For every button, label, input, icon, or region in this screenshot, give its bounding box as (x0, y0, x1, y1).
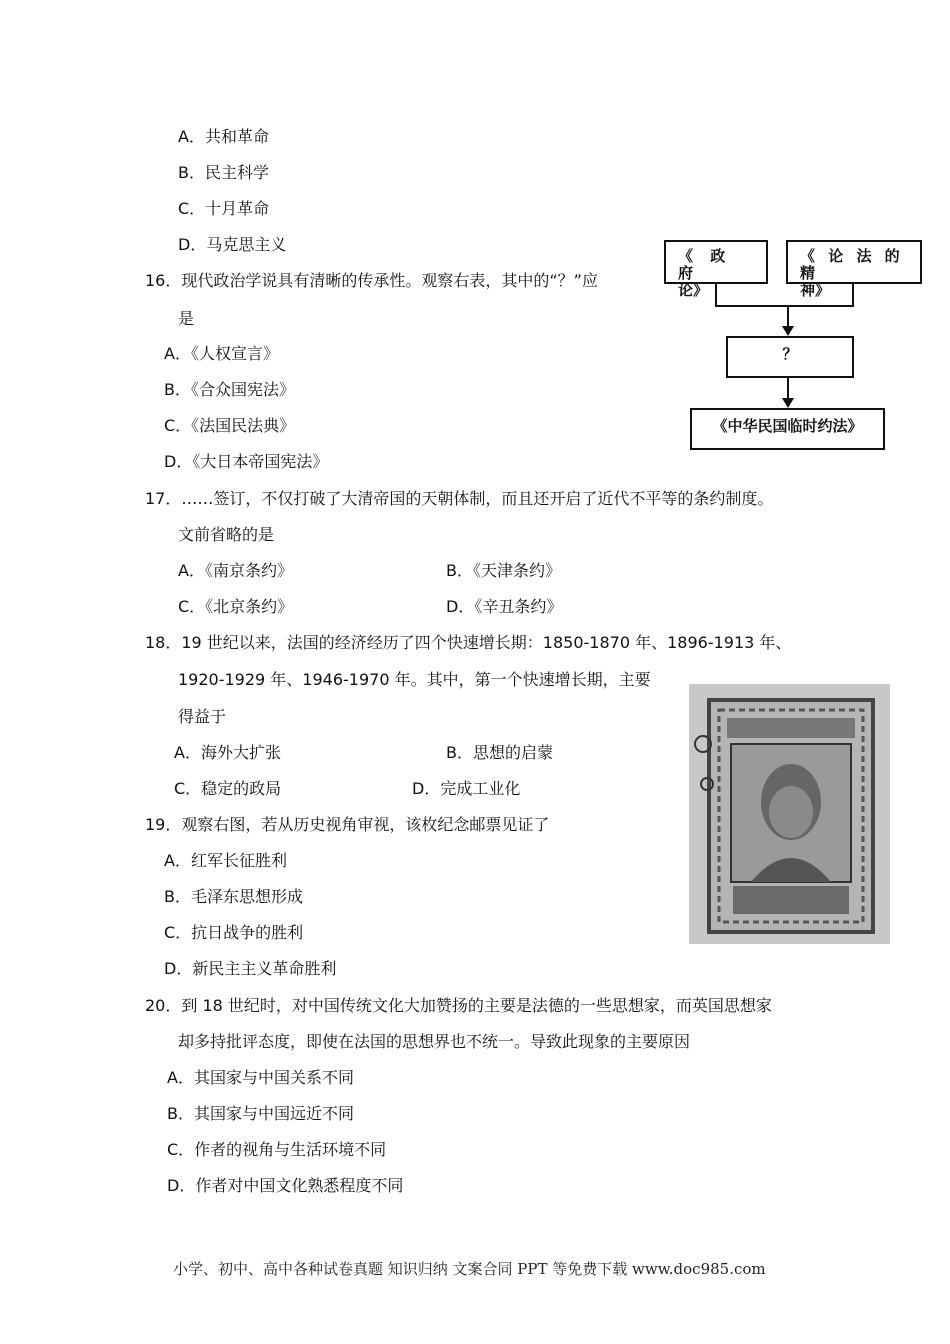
q15-option-b: B．民主科学 (178, 163, 269, 182)
page-footer: 小学、初中、高中各种试卷真题 知识归纳 文案合同 PPT 等免费下载 www.doc985.com (173, 1260, 766, 1278)
q18-option-c: C．稳定的政局 (174, 779, 282, 798)
diagram-box-unknown: ？ (726, 336, 854, 378)
q16-stem-cont: 是 (178, 309, 195, 328)
q19-option-c: C．抗日战争的胜利 (164, 923, 304, 942)
q15-option-d: D．马克思主义 (178, 235, 287, 254)
commemorative-stamp-image (689, 684, 890, 944)
q20-option-b: B．其国家与中国远近不同 (167, 1104, 354, 1123)
q16-option-a: A．《人权宣言》 (164, 344, 279, 363)
q16-option-d: D．《大日本帝国宪法》 (164, 452, 329, 471)
q19-option-d: D．新民主主义革命胜利 (164, 959, 337, 978)
q20-option-c: C．作者的视角与生活环境不同 (167, 1140, 387, 1159)
arrow-down-icon (782, 326, 794, 336)
arrow-down-icon (782, 398, 794, 408)
q18-stem: 18．19 世纪以来，法国的经济经历了四个快速增长期：1850-1870 年、1896-1913 年、 (145, 633, 792, 652)
diagram-box-spirit-line2: 神》 (800, 281, 831, 299)
q17-option-c: C．《北京条约》 (178, 597, 294, 616)
q15-option-c: C．十月革命 (178, 199, 270, 218)
q20-option-a: A．其国家与中国关系不同 (167, 1068, 354, 1087)
q17-stem: 17．……签订，不仅打破了大清帝国的天朝体制，而且还开启了近代不平等的条约制度。 (145, 489, 774, 508)
q15-option-a: A．共和革命 (178, 127, 269, 146)
q17-option-b: B．《天津条约》 (446, 561, 561, 580)
diagram-box-government-line2: 论》 (678, 281, 709, 299)
diagram-connectors (0, 0, 950, 460)
diagram-box-provisional-constitution: 《中华民国临时约法》 (690, 408, 885, 450)
q19-option-b: B．毛泽东思想形成 (164, 887, 303, 906)
q20-stem-cont: 却多持批评态度，即使在法国的思想界也不统一。导致此现象的主要原因 (178, 1032, 691, 1051)
q19-stem: 19．观察右图，若从历史视角审视，该枚纪念邮票见证了 (145, 815, 550, 834)
q17-option-a: A．《南京条约》 (178, 561, 293, 580)
diagram-box-government-line1: 《 政 府 (678, 247, 732, 282)
q16-option-c: C．《法国民法典》 (164, 416, 296, 435)
q20-stem: 20．到 18 世纪时，对中国传统文化大加赞扬的主要是法德的一些思想家，而英国思想家 (145, 996, 772, 1015)
q18-option-a: A．海外大扩张 (174, 743, 281, 762)
q18-stem-cont1: 1920-1929 年、1946-1970 年。其中，第一个快速增长期，主要 (178, 670, 651, 689)
q17-option-d: D．《辛丑条约》 (446, 597, 563, 616)
q18-option-b: B．思想的启蒙 (446, 743, 553, 762)
q16-option-b: B．《合众国宪法》 (164, 380, 295, 399)
q18-stem-cont2: 得益于 (178, 707, 227, 726)
q20-option-d: D．作者对中国文化熟悉程度不同 (167, 1176, 404, 1195)
diagram-box-spirit-line1: 《 论 法 的 精 (800, 247, 904, 282)
q18-option-d: D．完成工业化 (412, 779, 521, 798)
q19-option-a: A．红军长征胜利 (164, 851, 287, 870)
q16-stem: 16．现代政治学说具有清晰的传承性。观察右表，其中的“？”应 (145, 271, 598, 290)
q17-stem-cont: 文前省略的是 (178, 525, 275, 544)
